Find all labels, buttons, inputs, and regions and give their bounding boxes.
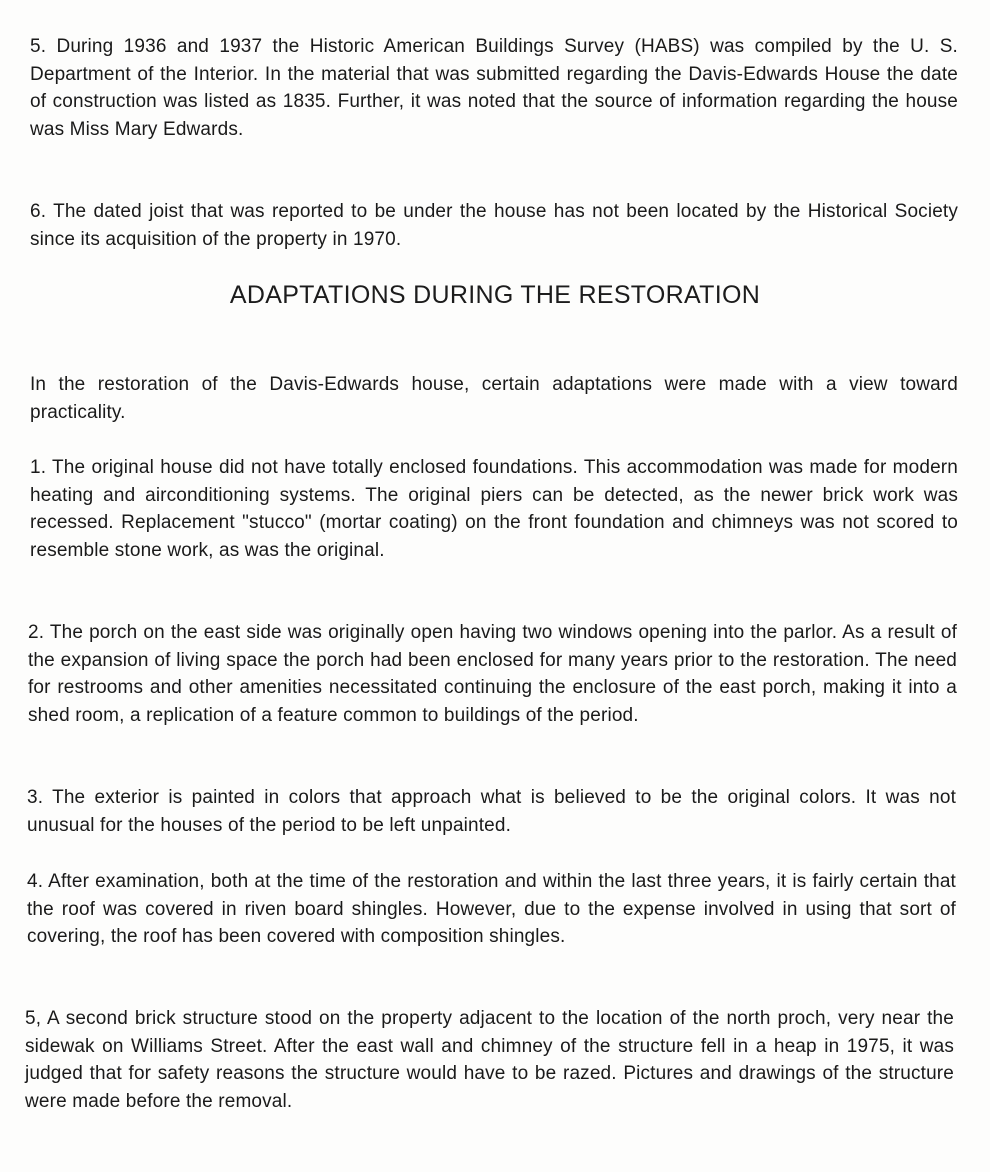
adaptation-item-exterior-colors: 3. The exterior is painted in colors that approach what is believed to be the original colors. It was not unusual for the houses of the period to be left unpainted. <box>27 787 956 836</box>
adaptation-item-porch: 2. The porch on the east side was originally open having two windows opening into the parlor. As a result of the expansion of living space the porch had been enclosed for many years prior to the restoration. The need for restrooms and other amenities necessitated continuing the enclosure of the east porch, making it into a shed room, a replication of a feature common to buildings of the period. <box>28 622 957 726</box>
adaptation-item-brick-structure: 5, A second brick structure stood on the property adjacent to the location of the north proch, very near the sidewak on Williams Street. After the east wall and chimney of the structure fell in a heap in 1975, it was judged that for safety reasons the structure would have to be razed. Pictures and drawings of the structure were made before the removal. <box>25 1008 954 1112</box>
paragraph-habs-survey: 5. During 1936 and 1937 the Historic American Buildings Survey (HABS) was compiled by the U. S. Department of the Interior. In the material that was submitted regarding the Davis-Edwards House the date of construction was listed as 1835. Further, it was noted that the source of information regarding the house was Miss Mary Edwards. <box>30 36 958 140</box>
adaptation-item-foundations: 1. The original house did not have totally enclosed foundations. This accommodation was made for modern heating and airconditioning systems. The original piers can be detected, as the newer brick work was recessed. Replacement "stucco" (mortar coating) on the front foundation and chimneys was not scored to resemble stone work, as was the original. <box>30 457 958 561</box>
paragraph-intro: In the restoration of the Davis-Edwards house, certain adaptations were made with a view toward practicality. <box>30 374 958 423</box>
section-heading: ADAPTATIONS DURING THE RESTORATION <box>229 281 761 309</box>
paragraph-dated-joist: 6. The dated joist that was reported to be under the house has not been located by the Historical Society since its acquisition of the property in 1970. <box>30 201 958 250</box>
adaptation-item-roof: 4. After examination, both at the time of the restoration and within the last three years, it is fairly certain that the roof was covered in riven board shingles. However, due to the expense involved in using that sort of covering, the roof has been covered with composition shingles. <box>27 871 956 947</box>
